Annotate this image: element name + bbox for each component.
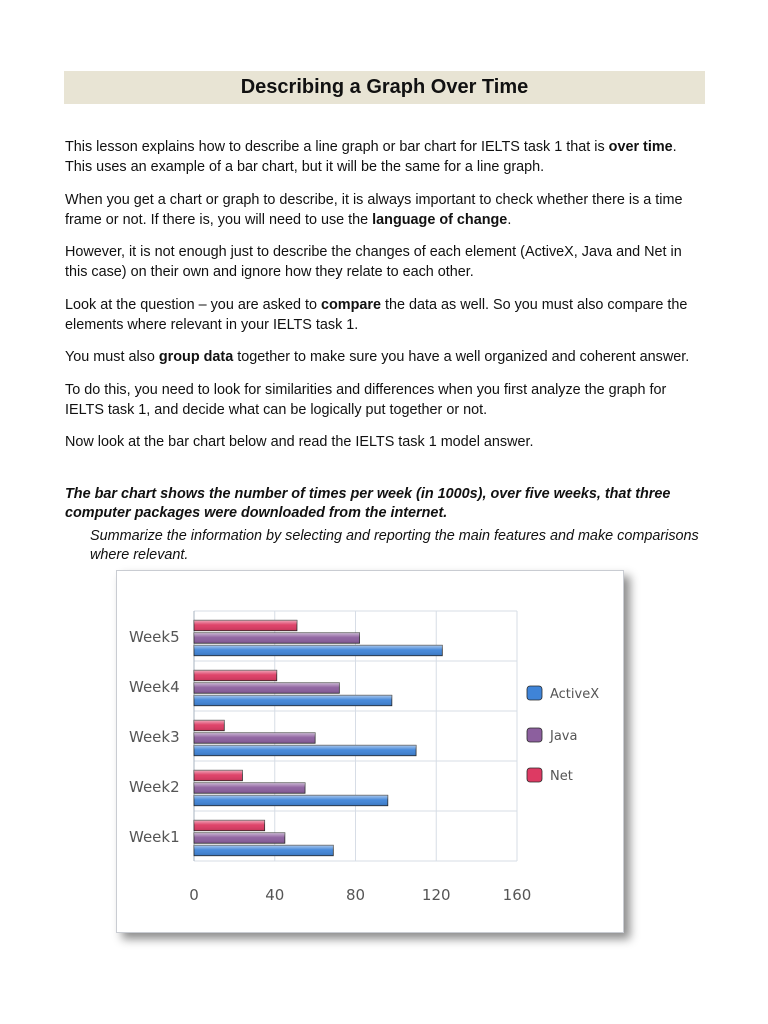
task-instruction: Summarize the information by selecting and reporting the main features and make comparisons where relevant. [90, 528, 699, 563]
paragraph-text: the data as well. So you must also compare the elements where relevant in your IELTS task 1. [65, 296, 688, 333]
paragraph-text: Look at the question – you are asked to [65, 296, 322, 313]
bar-highlight [194, 845, 333, 856]
title-band [64, 71, 705, 104]
legend-label: Java [550, 729, 578, 744]
legend-label: ActiveX [550, 687, 600, 702]
legend-swatch-java [527, 728, 542, 742]
x-tick-label: 40 [265, 886, 285, 904]
bar-highlight [194, 620, 297, 631]
bar-highlight [194, 733, 315, 744]
emphasis-text: over time [608, 139, 673, 155]
bar-highlight [194, 783, 305, 794]
category-label: Week1 [129, 828, 180, 846]
bar-highlight [194, 695, 392, 706]
page-title: Describing a Graph Over Time [240, 76, 529, 98]
lesson-paragraph [65, 137, 705, 177]
emphasis-text: language of change [372, 211, 508, 228]
x-tick-label: 0 [189, 886, 199, 904]
bar-highlight [194, 795, 388, 806]
paragraph-text: This lesson explains how to describe a line graph or bar chart for IELTS task 1 that is [65, 139, 609, 155]
x-tick-label: 80 [345, 886, 366, 904]
lesson-paragraph [65, 347, 705, 367]
category-label: Week5 [129, 628, 180, 646]
legend-swatch-net [527, 768, 542, 782]
lesson-paragraph [65, 295, 705, 335]
paragraph-text: . [507, 211, 512, 228]
bar-highlight [194, 820, 265, 831]
category-label: Week2 [129, 778, 180, 796]
bar-highlight [194, 683, 339, 694]
bar-highlight [194, 633, 360, 644]
category-label: Week3 [129, 728, 180, 746]
emphasis-text: group data [158, 349, 234, 365]
paragraph-text: However, it is not enough just to describe the changes of each element (ActiveX, Java and Net in this case) on their own and ignore how they relate to each other. [65, 244, 682, 280]
bar-highlight [194, 770, 242, 781]
bar-chart [117, 571, 623, 932]
x-tick-label: 160 [502, 886, 532, 904]
lesson-paragraph [65, 380, 705, 420]
task-prompt: The bar chart shows the number of times per week (in 1000s), over five weeks, that three computer packages were downloaded from the internet. [65, 486, 671, 521]
bar-highlight [194, 833, 285, 844]
bar-highlight [194, 745, 416, 756]
lesson-body [65, 137, 705, 465]
paragraph-text: You must also [65, 349, 159, 365]
bar-highlight [194, 720, 224, 731]
category-label: Week4 [129, 678, 180, 696]
lesson-paragraph [65, 432, 705, 452]
legend-swatch-activex [527, 686, 542, 700]
bar-chart-figure [116, 570, 624, 933]
x-tick-label: 120 [421, 886, 451, 904]
paragraph-text: When you get a chart or graph to describe, it is always important to check whether there is a time frame or not. If there is, you will need to use the [65, 191, 683, 228]
paragraph-text: . This uses an example of a bar chart, but it will be the same for a line graph. [65, 139, 677, 175]
lesson-paragraph [65, 242, 705, 282]
legend-label: Net [550, 769, 573, 784]
emphasis-text: compare [321, 296, 382, 313]
lesson-paragraph [65, 190, 705, 230]
paragraph-text: together to make sure you have a well organized and coherent answer. [233, 349, 690, 365]
paragraph-text: Now look at the bar chart below and read the IELTS task 1 model answer. [65, 434, 534, 450]
paragraph-text: To do this, you need to look for similarities and differences when you first analyze the graph for IELTS task 1, and decide what can be logically put together or not. [65, 381, 667, 418]
bar-highlight [194, 645, 442, 656]
bar-highlight [194, 670, 277, 681]
